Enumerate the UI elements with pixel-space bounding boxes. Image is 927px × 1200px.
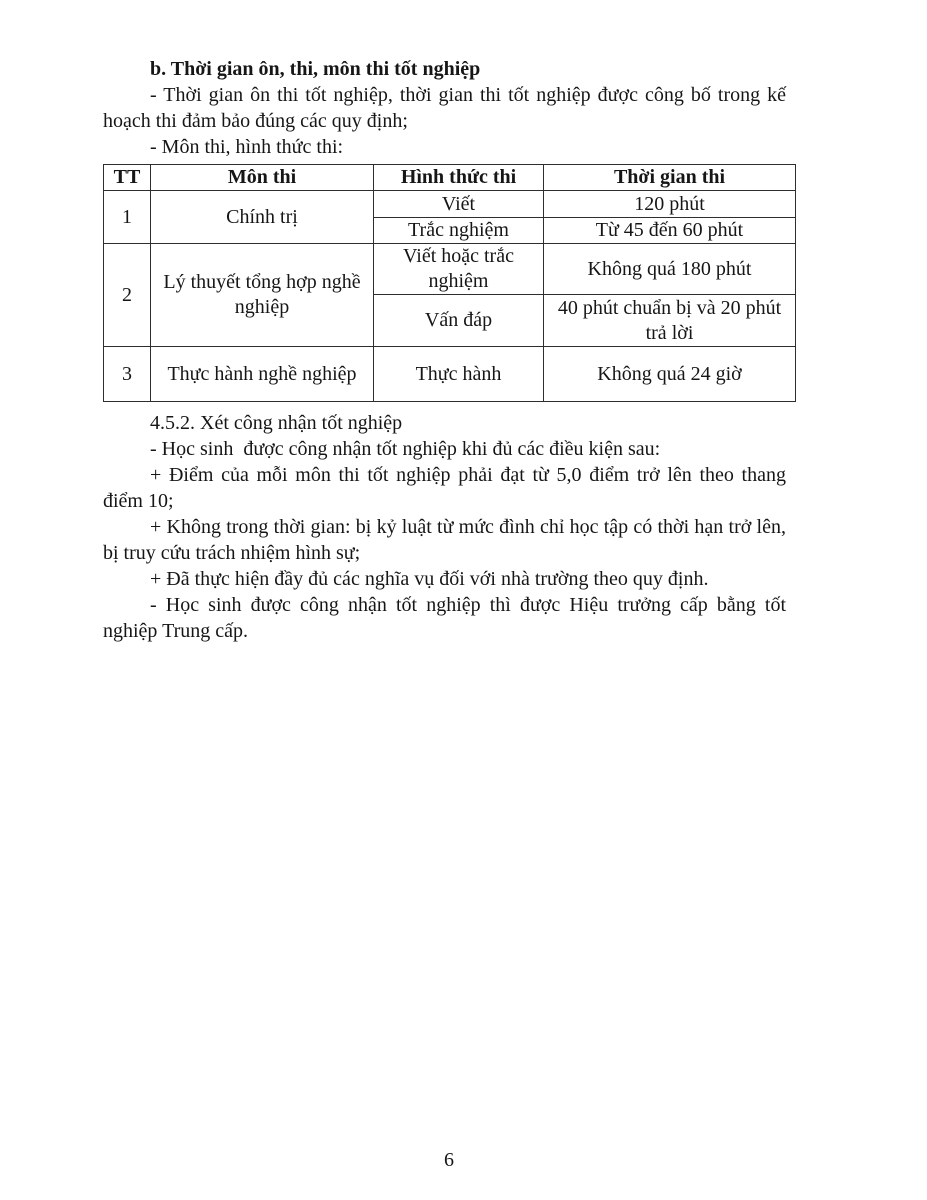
cell-mon-chinh-tri: Chính trị <box>151 191 374 244</box>
header-cell-hinh-thuc-thi: Hình thức thi <box>374 165 544 191</box>
table-row <box>104 191 796 218</box>
table-row <box>104 347 796 402</box>
cell-hinh-thuc-thuc-hanh: Thực hành <box>374 347 544 402</box>
paragraph-table-intro: - Môn thi, hình thức thi: <box>150 136 344 158</box>
cell-tt-3: 3 <box>104 347 151 402</box>
paragraph-condition-score: + Điểm của mỗi môn thi tốt nghiệp phải đạt từ 5,0 điểm trở lên theo thang điểm 10; <box>103 464 791 512</box>
page-number: 6 <box>444 1149 454 1171</box>
header-cell-thoi-gian-thi: Thời gian thi <box>544 165 796 191</box>
cell-thoi-gian-viet: 120 phút <box>544 191 796 218</box>
paragraph-exam-time: - Thời gian ôn thi tốt nghiệp, thời gian thi tốt nghiệp được công bố trong kế hoạch thi đảm bảo đúng các quy định; <box>103 84 791 132</box>
section-heading-452: 4.5.2. Xét công nhận tốt nghiệp <box>150 412 403 434</box>
header-cell-mon-thi: Môn thi <box>151 165 374 191</box>
cell-hinh-thuc-viet: Viết <box>374 191 544 218</box>
cell-hinh-thuc-viet-hoac-trac-nghiem: Viết hoặc trắc nghiệm <box>374 244 544 295</box>
cell-thoi-gian-trac-nghiem: Từ 45 đến 60 phút <box>544 218 796 244</box>
exam-subjects-table <box>103 164 796 402</box>
cell-thoi-gian-24-gio: Không quá 24 giờ <box>544 347 796 402</box>
paragraph-diploma-grant: - Học sinh được công nhận tốt nghiệp thì được Hiệu trưởng cấp bằng tốt nghiệp Trung cấp. <box>103 594 791 642</box>
paragraph-condition-obligations: + Đã thực hiện đầy đủ các nghĩa vụ đối với nhà trường theo quy định. <box>150 568 709 590</box>
paragraph-condition-discipline: + Không trong thời gian: bị kỷ luật từ mức đình chỉ học tập có thời hạn trở lên, bị truy cứu trách nhiệm hình sự; <box>103 516 791 564</box>
cell-mon-ly-thuyet: Lý thuyết tổng hợp nghề nghiệp <box>151 244 374 347</box>
page-content <box>103 56 795 644</box>
header-cell-tt: TT <box>104 165 151 191</box>
table-header-row <box>104 165 796 191</box>
cell-hinh-thuc-van-dap: Vấn đáp <box>374 295 544 347</box>
cell-hinh-thuc-trac-nghiem: Trắc nghiệm <box>374 218 544 244</box>
cell-mon-thuc-hanh: Thực hành nghề nghiệp <box>151 347 374 402</box>
cell-thoi-gian-180-phut: Không quá 180 phút <box>544 244 796 295</box>
cell-tt-1: 1 <box>104 191 151 244</box>
cell-thoi-gian-van-dap: 40 phút chuẩn bị và 20 phút trả lời <box>544 295 796 347</box>
section-heading-b: b. Thời gian ôn, thi, môn thi tốt nghiệp <box>150 58 481 80</box>
table-row <box>104 244 796 295</box>
cell-tt-2: 2 <box>104 244 151 347</box>
paragraph-conditions-intro: - Học sinh được công nhận tốt nghiệp khi đủ các điều kiện sau: <box>150 438 661 460</box>
